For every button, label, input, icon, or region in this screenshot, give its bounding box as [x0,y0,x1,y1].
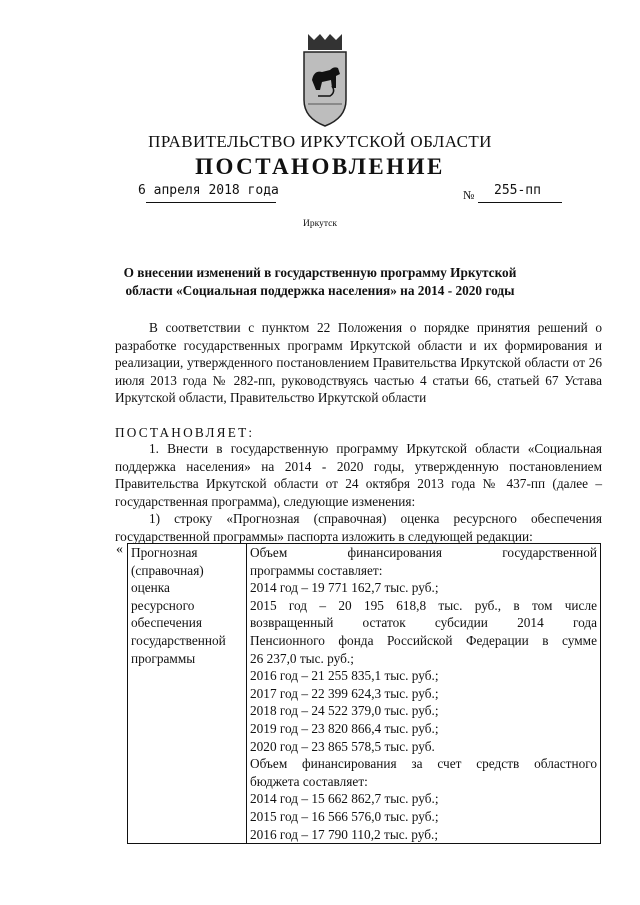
paragraph-item-1: 1. Внести в государственную программу Иркутской области «Социальная поддержка населения» на 2014 - 2020 годы, утвержденную постановлением Правительства Иркутской области от 24 октября 2013 года № 437-пп (далее – государственная программа), следующие изменения: [115,441,602,509]
value-line: Пенсионного фонда Российской Федерации в сумме [250,632,597,648]
value-line: Объем финансирования за счет средств областного [250,756,597,772]
value-line: возвращенный остаток субсидии 2014 года [250,615,597,631]
label-line: государственной [131,632,226,648]
document-title [120,264,520,300]
paragraph-subitem-1: 1) строку «Прогнозная (справочная) оценка ресурсного обеспечения государственной программы» паспорта изложить в следующей редакции: [115,511,602,544]
value-line: 2014 год – 15 662 862,7 тыс. руб.; [250,791,439,807]
label-line: (справочная) [131,562,204,578]
value-line: 2018 год – 24 522 379,0 тыс. руб.; [250,703,439,719]
passport-row-table [127,543,601,844]
preamble-paragraph: В соответствии с пунктом 22 Положения о порядке принятия решений о разработке государственных программ Иркутской области и их формирования и реализации, утвержденного постановлением Правительства Иркутской области от 26 июля 2013 года № 282-пп, руководствуясь частью 4 статьи 66, статьей 67 Устава Иркутской области, Правительство Иркутской области [115,320,602,405]
label-line: Прогнозная [131,545,198,560]
resource-row-value-cell [247,544,601,844]
value-line: Объем финансирования государственной [250,545,597,560]
value-line: 26 237,0 тыс. руб.; [250,650,354,666]
value-line: программы составляет: [250,562,383,578]
value-line: 2019 год – 23 820 866,4 тыс. руб.; [250,720,439,736]
value-line: 2015 год – 16 566 576,0 тыс. руб.; [250,808,439,824]
label-line: обеспечения [131,615,202,631]
value-line: бюджета составляет: [250,773,368,789]
date-underline [146,202,276,203]
decree-date: 6 апреля 2018 года [138,183,279,198]
label-line: оценка [131,580,170,596]
title-line-2: области «Социальная поддержка населения» на 2014 - 2020 годы [125,283,515,298]
open-quote-mark: « [116,542,123,557]
number-underline [478,202,562,203]
number-sign: № [463,188,475,202]
value-line: 2020 год – 23 865 578,5 тыс. руб. [250,738,435,754]
value-line: 2015 год – 20 195 618,8 тыс. руб., в том числе [250,597,597,613]
decree-word: ПОСТАНОВЛЯЕТ: [115,425,255,440]
label-line: ресурсного [131,597,195,613]
label-line: программы [131,650,196,666]
value-line: 2016 год – 17 790 110,2 тыс. руб.; [250,826,439,842]
value-line: 2016 год – 21 255 835,1 тыс. руб.; [250,668,439,684]
document-type: ПОСТАНОВЛЕНИЕ [195,154,445,179]
value-line: 2017 год – 22 399 624,3 тыс. руб.; [250,685,439,701]
table-row [128,544,601,844]
decree-number: 255-пп [494,183,541,198]
resource-row-label-cell [128,544,247,844]
coat-of-arms-emblem [300,30,350,130]
title-line-1: О внесении изменений в государственную программу Иркутской [123,265,517,280]
city-name: Иркутск [303,219,337,229]
value-line: 2014 год – 19 771 162,7 тыс. руб.; [250,580,439,596]
government-name: ПРАВИТЕЛЬСТВО ИРКУТСКОЙ ОБЛАСТИ [148,132,492,151]
